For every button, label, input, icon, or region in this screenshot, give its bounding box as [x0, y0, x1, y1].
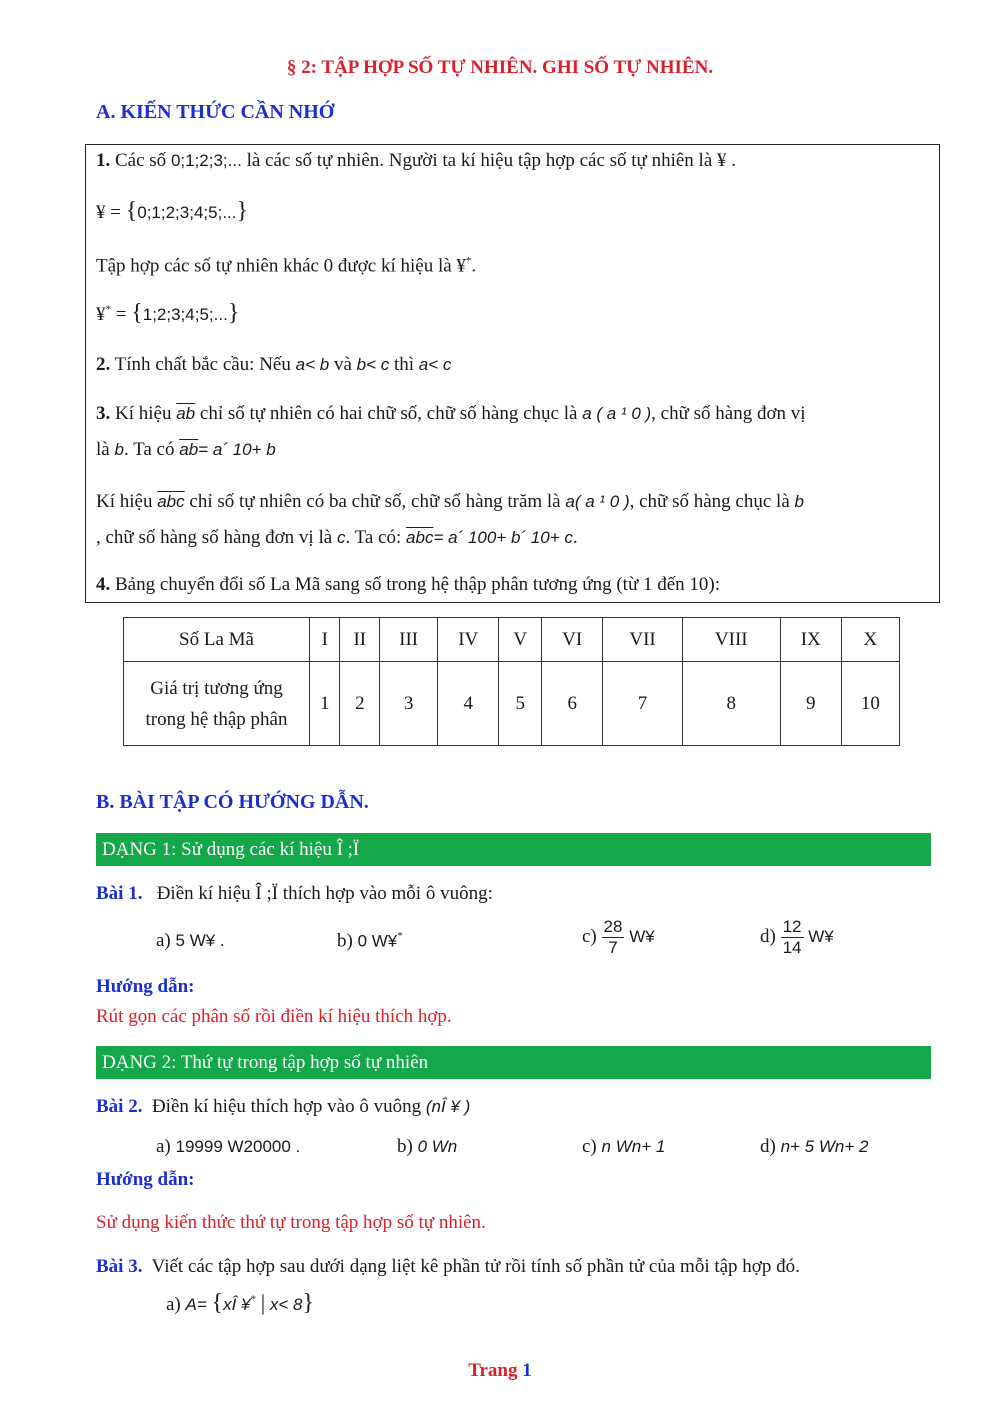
math-expression: a< c [418, 355, 452, 374]
table-cell: X [841, 618, 899, 662]
exercise-text: Điền kí hiệu thích hợp vào ô vuông [151, 1096, 422, 1117]
math-expression: x< 8 [269, 1295, 303, 1314]
text: . Ta có: [345, 527, 402, 548]
exercise-2-b [397, 1136, 457, 1158]
math-expression: $\overline{abc}$ [406, 528, 434, 547]
math-expression: A= [185, 1295, 207, 1314]
item-number: 1. [96, 150, 111, 171]
table-cell: 3 [380, 662, 438, 746]
nstar-description [96, 255, 476, 277]
exercise-2-c [582, 1136, 665, 1158]
guide-text: Rút gọn các phân số rồi điền kí hiệu thích hợp. [96, 1006, 452, 1027]
math-expression: $\overline{ab}$ [179, 440, 199, 459]
math-expression: xÎ ¥ [223, 1295, 251, 1314]
table-row-decimal [124, 662, 900, 746]
text: chỉ số tự nhiên có hai chữ số, chữ số hàng chục là [199, 403, 578, 424]
math-expression: ¥ [96, 304, 106, 325]
exercise-1-a [156, 930, 225, 952]
table-cell: VI [542, 618, 603, 662]
set-n-definition: ¥ = {0;1;2;3;4;5;...} [96, 198, 249, 224]
math-expression: 0 W¥ [357, 931, 398, 951]
page-title: § 2: TẬP HỢP SỐ TỰ NHIÊN. GHI SỐ TỰ NHIÊN. [286, 57, 714, 78]
table-cell: IX [780, 618, 841, 662]
table-cell: 10 [841, 662, 899, 746]
exercise-1-c [582, 917, 655, 958]
denominator: 14 [782, 938, 802, 957]
text: , chữ số hàng đơn vị [651, 403, 806, 424]
math-expression: b [114, 440, 124, 459]
knowledge-item-2 [96, 354, 451, 376]
text: là các số tự nhiên. Người ta kí hiệu tập hợp các số tự nhiên là ¥ . [246, 150, 737, 171]
exercise-label: Bài 2. [96, 1096, 143, 1117]
math-expression: n+ 5 Wn+ 2 [780, 1137, 869, 1156]
knowledge-item-4 [96, 574, 720, 596]
banner-text: DẠNG 2: Thứ tự trong tập hợp số tự nhiên [102, 1052, 429, 1073]
table-cell: 4 [438, 662, 499, 746]
option-label: d) [760, 925, 776, 947]
math-expression: 5 W¥ . [175, 931, 225, 950]
section-a-heading: A. KIẾN THỨC CẦN NHỚ [96, 101, 335, 123]
math-expression: ¥ = [96, 202, 121, 223]
table-cell: 6 [542, 662, 603, 746]
numerator: 12 [782, 917, 802, 936]
math-expression: $\overline{abc}$ [157, 492, 185, 511]
table-cell: 5 [499, 662, 542, 746]
table-cell: 9 [780, 662, 841, 746]
item-number: 2. [96, 354, 111, 375]
exercise-1-d [760, 917, 834, 958]
math-expression: 0;1;2;3;... [170, 151, 242, 170]
math-expression: a( a ¹ 0 ) [565, 492, 630, 511]
banner-text: DẠNG 1: Sử dụng các kí hiệu Î ;Ï [102, 839, 360, 860]
header-line: trong hệ thập phân [145, 708, 288, 730]
exercise-text: Điền kí hiệu Î ;Ï thích hợp vào mỗi ô vuông: [156, 883, 493, 904]
exercise-label: Bài 1. [96, 883, 143, 904]
footer-label: Trang [468, 1360, 518, 1381]
table-header-cell [124, 662, 310, 746]
table-cell: II [340, 618, 380, 662]
math-expression: W¥ [808, 926, 834, 946]
math-expression: = a´ 10+ b [198, 440, 276, 459]
knowledge-item-3 [96, 403, 806, 425]
exercise-2-d [760, 1136, 868, 1158]
text: Tính chất bắc cầu: Nếu [114, 354, 291, 375]
guide-heading: Hướng dẫn: [96, 1169, 195, 1190]
exercise-type-2-banner [96, 1046, 931, 1079]
guide-heading: Hướng dẫn: [96, 976, 195, 997]
table-cell: V [499, 618, 542, 662]
exercise-3-prompt [96, 1256, 800, 1278]
denominator: 7 [608, 938, 618, 957]
numerator: 28 [603, 917, 623, 936]
table-cell: 7 [603, 662, 683, 746]
option-label: d) [760, 1136, 776, 1157]
fraction [602, 917, 625, 958]
exercise-3-a: a) A= {xÎ ¥* | x< 8} [166, 1290, 315, 1316]
set-nstar-definition: ¥* = {1;2;3;4;5;...} [96, 300, 240, 326]
page-number: 1 [522, 1360, 532, 1381]
knowledge-item-1 [96, 150, 736, 172]
exercise-2-a [156, 1136, 300, 1158]
option-label: a) [166, 1294, 181, 1315]
table-cell: 2 [340, 662, 380, 746]
exercise-1-b [337, 930, 403, 952]
page-footer [0, 1360, 1000, 1382]
text: và [333, 354, 352, 375]
math-expression: 0 Wn [417, 1137, 458, 1156]
text: . Ta có [123, 439, 175, 460]
table-cell: III [380, 618, 438, 662]
table-cell: 8 [682, 662, 780, 746]
option-label: c) [582, 925, 597, 947]
text: Các số [115, 150, 167, 171]
option-label: b) [337, 930, 353, 952]
table-cell: IV [438, 618, 499, 662]
exercise-text: Viết các tập hợp sau dưới dạng liệt kê phần tử rồi tính số phần tử của mỗi tập hợp đó. [151, 1256, 800, 1277]
option-label: c) [582, 1136, 597, 1157]
star-symbol: * [250, 1293, 256, 1306]
star-symbol: * [105, 303, 111, 316]
table-header-cell: Số La Mã [124, 618, 310, 662]
knowledge-item-3b [96, 491, 804, 513]
set-elements: 1;2;3;4;5;... [142, 305, 228, 324]
math-expression: (nÎ ¥ ) [425, 1097, 471, 1116]
exercise-label: Bài 3. [96, 1256, 143, 1277]
math-expression: b [794, 492, 804, 511]
text: chỉ số tự nhiên có ba chữ số, chữ số hàng trăm là [189, 491, 561, 512]
knowledge-item-3b-cont [96, 527, 578, 549]
knowledge-item-3-cont [96, 439, 276, 461]
table-cell: I [310, 618, 340, 662]
option-label: b) [397, 1136, 413, 1157]
math-expression: W¥ [629, 926, 655, 946]
text: . [572, 527, 578, 548]
option-label: a) [156, 1136, 171, 1157]
text: Kí hiệu [96, 491, 153, 512]
math-expression: 19999 W20000 . [175, 1137, 301, 1156]
header-line: Giá trị tương ứng [150, 677, 283, 699]
roman-numeral-table [123, 617, 900, 746]
exercise-2-prompt [96, 1096, 470, 1118]
star-symbol: * [397, 930, 403, 942]
text: thì [393, 354, 415, 375]
option-label: a) [156, 930, 171, 951]
text: Kí hiệu [115, 403, 172, 424]
math-expression: a ( a ¹ 0 ) [582, 404, 652, 423]
math-expression: a< b [295, 355, 330, 374]
math-expression: = a´ 100+ b´ 10+ c [433, 528, 573, 547]
exercise-1-prompt [96, 883, 493, 905]
text: , chữ số hàng chục là [629, 491, 790, 512]
text: Bảng chuyển đổi số La Mã sang số trong hệ thập phân tương ứng (từ 1 đến 10): [115, 574, 721, 595]
table-cell: VIII [682, 618, 780, 662]
math-expression: c [336, 528, 346, 547]
star-symbol: * [465, 255, 472, 267]
fraction [781, 917, 804, 958]
math-expression: b< c [356, 355, 390, 374]
math-expression: n Wn+ 1 [601, 1137, 666, 1156]
math-expression: $\overline{ab}$ [176, 404, 196, 423]
text: , chữ số hàng số hàng đơn vị là [96, 527, 333, 548]
guide-text: Sử dụng kiến thức thứ tự trong tập hợp số tự nhiên. [96, 1212, 486, 1233]
text: là [96, 439, 110, 460]
item-number: 4. [96, 574, 111, 595]
text: . [471, 255, 477, 277]
section-b-heading: B. BÀI TẬP CÓ HƯỚNG DẪN. [96, 791, 369, 813]
table-row-roman [124, 618, 900, 662]
set-elements: 0;1;2;3;4;5;... [137, 203, 237, 222]
table-cell: VII [603, 618, 683, 662]
text: = [115, 304, 127, 325]
item-number: 3. [96, 403, 111, 424]
text: Tập hợp các số tự nhiên khác 0 được kí hiệu là ¥ [96, 255, 466, 277]
table-cell: 1 [310, 662, 340, 746]
exercise-type-1-banner [96, 833, 931, 866]
